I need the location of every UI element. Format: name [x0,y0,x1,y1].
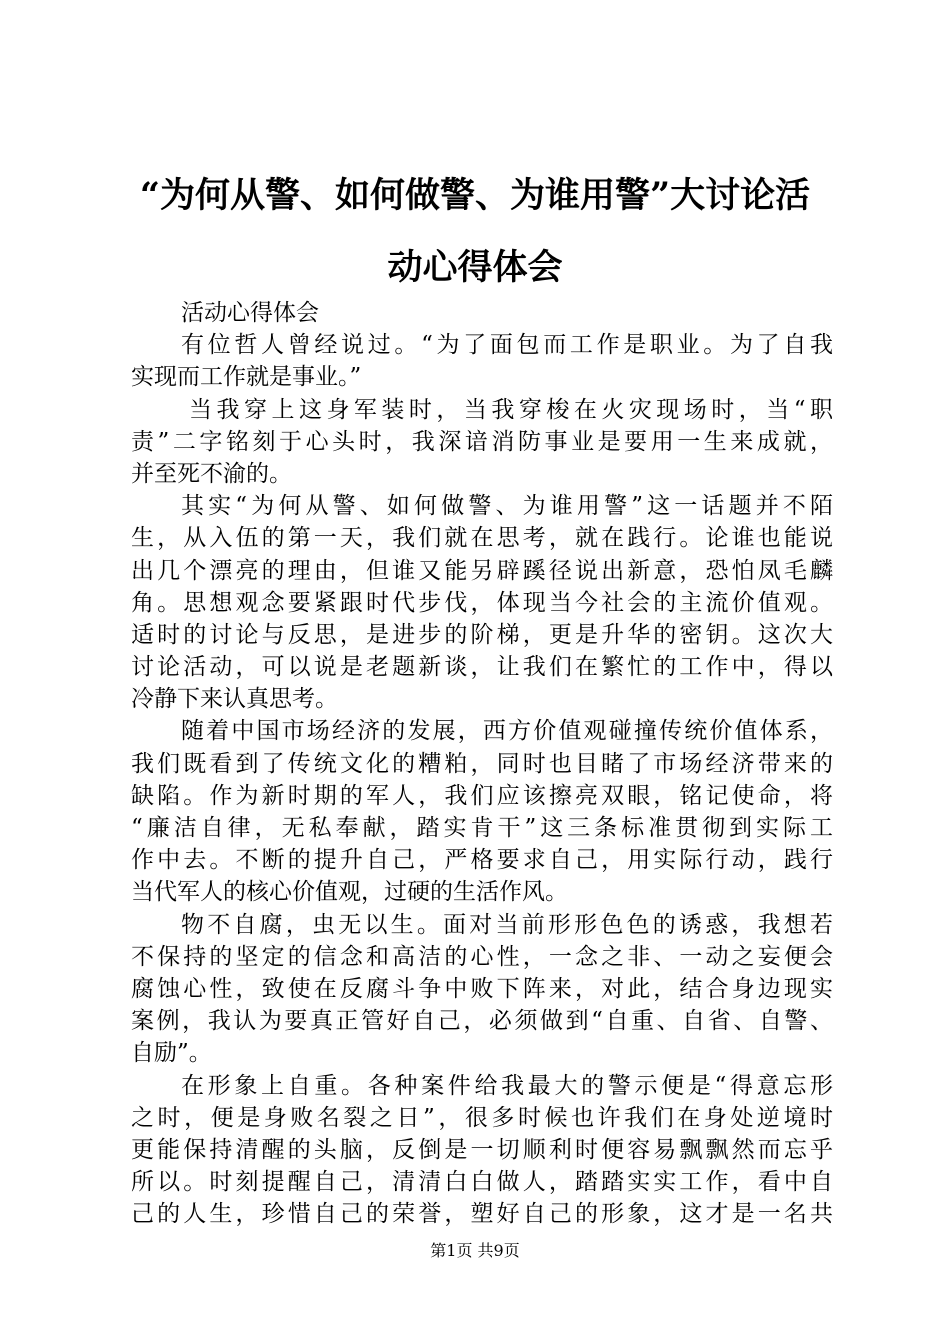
body-line: 责”二字铭刻于心头时，我深谙消防事业是要用一生来成就， [131,428,833,455]
body-line: 讨论活动，可以说是老题新谈，让我们在繁忙的工作中，得以 [131,654,833,681]
document-title [100,160,850,304]
body-line: 更能保持清醒的头脑，反倒是一切顺利时便容易飘飘然而忘乎 [131,1136,833,1163]
body-line: 有位哲人曾经说过。“为了面包而工作是职业。为了自我 [181,332,833,359]
body-line: 随着中国市场经济的发展，西方价值观碰撞传统价值体系， [181,718,833,745]
body-line: 物不自腐，虫无以生。面对当前形形色色的诱惑，我想若 [181,911,833,938]
body-line: 当代军人的核心价值观，过硬的生活作风。 [131,879,568,906]
body-line: 角。思想观念要紧跟时代步伐，体现当今社会的主流价值观。 [131,589,833,616]
body-line: “廉洁自律，无私奉献，踏实肯干”这三条标准贯彻到实际工 [131,815,833,841]
body-line: 出几个漂亮的理由，但谁又能另辟蹊径说出新意，恐怕凤毛麟 [131,557,833,584]
body-line: 我们既看到了传统文化的糟粕，同时也目睹了市场经济带来的 [131,750,833,777]
body-line: 生，从入伍的第一天，我们就在思考，就在践行。论谁也能说 [131,525,833,552]
body-line: 之时，便是身败名裂之日”，很多时候也许我们在身处逆境时 [131,1104,833,1131]
body-line: 自励”。 [131,1040,212,1067]
title-line: “为何从警、如何做警、为谁用警”大讨论活 [139,175,811,216]
body-line: 在形象上自重。各种案件给我最大的警示便是“得意忘形 [181,1072,833,1099]
title-line: 动心得体会 [387,247,563,288]
page-number: 第1页 共9页 [430,1241,520,1260]
body-line: 腐蚀心性，致使在反腐斗争中败下阵来，对此，结合身边现实 [131,975,833,1002]
body-line: 缺陷。作为新时期的军人，我们应该擦亮双眼，铭记使命，将 [131,782,833,809]
body-line: 冷静下来认真思考。 [131,686,338,713]
body-line: 作中去。不断的提升自己，严格要求自己，用实际行动，践行 [131,847,833,874]
body-line: 己的人生，珍惜自己的荣誉，塑好自己的形象，这才是一名共 [131,1201,833,1228]
body-line: 所以。时刻提醒自己，清清白白做人，踏踏实实工作，看中自 [131,1169,833,1196]
body-line: 适时的讨论与反思，是进步的阶梯，更是升华的密钥。这次大 [131,621,833,648]
body-line: 实现而工作就是事业。” [131,364,362,391]
body-line: 不保持的坚定的信念和高洁的心性，一念之非、一动之妄便会 [131,943,833,970]
body-line: 案例，我认为要真正管好自己，必须做到“自重、自省、自警、 [131,1008,833,1035]
body-line: 活动心得体会 [181,300,319,326]
body-line: 当我穿上这身军装时，当我穿梭在火灾现场时，当“职 [189,396,833,423]
body-line: 其实“为何从警、如何做警、为谁用警”这一话题并不陌 [181,493,833,520]
document-body [131,297,833,1230]
body-line: 并至死不渝的。 [131,460,292,487]
